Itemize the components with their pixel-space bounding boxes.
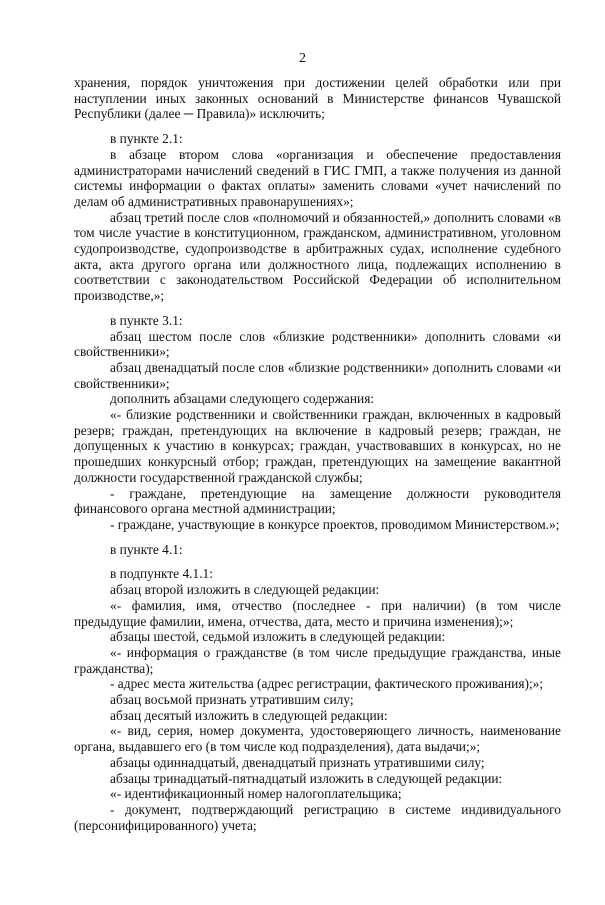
paragraph: - граждане, претендующие на замещение должности руководителя финансового органа местной администрации; <box>74 485 561 517</box>
paragraph: абзац десятый изложить в следующей редакции: <box>110 707 388 723</box>
document-body <box>74 75 561 833</box>
paragraph: «- фамилия, имя, отчество (последнее - при наличии) (в том числе предыдущие фамилии, имена, отчества, дата, место и причина изменения);»; <box>74 597 561 629</box>
paragraph: - документ, подтверждающий регистрацию в системе индивидуального (персонифицированного) учета; <box>74 801 561 833</box>
paragraph: абзац третий после слов «полномочий и обязанностей,» дополнить словами «в том числе участие в конституционном, гражданском, административном, уголовном судопроизводстве, судопроизводстве в арбитражных судах, исполнение судебного акта, акта другого органа или должностного лица, подлежащих исполнению в соответствии с законодательством Российской Федерации об исполнительном производстве,»; <box>74 209 561 304</box>
paragraph: абзац двенадцатый после слов «близкие родственники» дополнить словами «и свойственники»; <box>74 359 561 391</box>
paragraph: в пункте 4.1: <box>110 541 183 557</box>
paragraph: хранения, порядок уничтожения при достижении целей обработки или при наступлении иных законных оснований в Министерстве финансов Чувашской Республики (далее ─ Правила)» исключить; <box>74 75 561 122</box>
paragraph: «- информация о гражданстве (в том числе предыдущие гражданства, иные гражданства); <box>74 644 561 676</box>
paragraph: - адрес места жительства (адрес регистрации, фактического проживания);»; <box>110 676 544 692</box>
paragraph: абзац восьмой признать утратившим силу; <box>110 692 354 708</box>
paragraph: - граждане, участвующие в конкурсе проектов, проводимом Министерством.»; <box>110 516 560 532</box>
paragraph: в пункте 2.1: <box>110 131 183 147</box>
paragraph: «- вид, серия, номер документа, удостоверяющего личность, наименование органа, выдавшего его (в том числе код подразделения), дата выдачи;»; <box>74 723 561 755</box>
page-number: 2 <box>299 51 306 66</box>
paragraph: абзац шестом после слов «близкие родственники» дополнить словами «и свойственники»; <box>74 328 561 360</box>
paragraph: абзацы шестой, седьмой изложить в следующей редакции: <box>110 629 446 645</box>
paragraph: дополнить абзацами следующего содержания: <box>110 391 375 407</box>
paragraph: в абзаце втором слова «организация и обеспечение предоставления администраторами начислений сведений в ГИС ГМП, а также получения из данной системы информации о фактах оплаты» заменить словами «учет начислений по делам об административных правонарушениях»; <box>74 146 561 209</box>
paragraph: «- идентификационный номер налогоплательщика; <box>110 786 402 802</box>
paragraph: абзацы одиннадцатый, двенадцатый признать утратившими силу; <box>110 754 485 770</box>
paragraph: абзац второй изложить в следующей редакции: <box>110 582 380 598</box>
paragraph: в пункте 3.1: <box>110 312 183 328</box>
paragraph: «- близкие родственники и свойственники граждан, включенных в кадровый резерв; граждан, претендующих на включение в кадровый резерв; граждан, не допущенных к участию в конкурсах; граждан, участвовавших в конкурсах, но не прошедших конкурсный отбор; граждан, претендующих на замещение вакантной должности государственной гражданской службы; <box>74 407 561 485</box>
paragraph: абзацы тринадцатый-пятнадцатый изложить в следующей редакции: <box>110 770 503 786</box>
paragraph: в подпункте 4.1.1: <box>110 566 213 582</box>
